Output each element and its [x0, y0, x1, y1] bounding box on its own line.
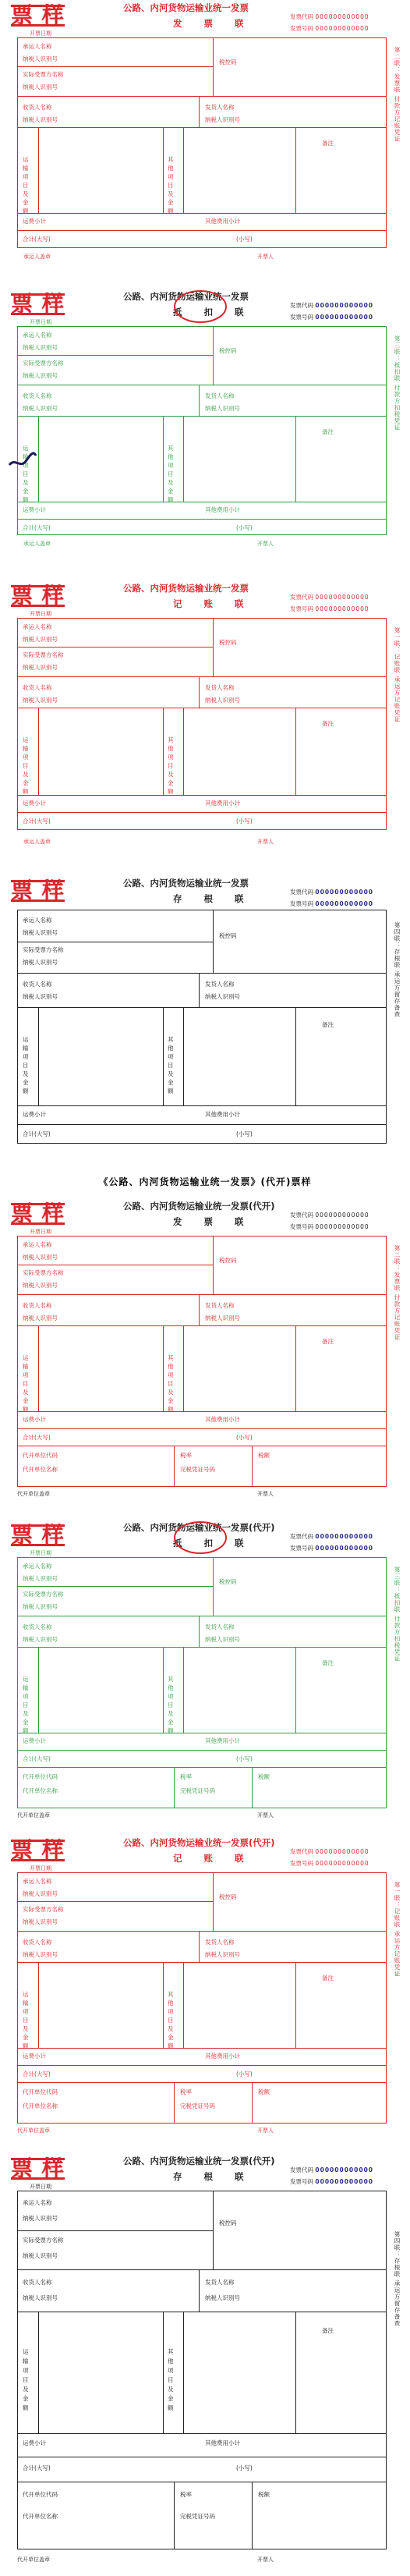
- total-small-label: (小写): [236, 1434, 253, 1441]
- receiver-id-label: 纳税人识别号: [23, 1951, 58, 1958]
- cargo-info-label: 运输项目及金额: [23, 1676, 29, 1734]
- agent-stamp-label: 代开单位盖章: [17, 2556, 50, 2563]
- invoice-table: [17, 1872, 387, 2124]
- tax-rate-label: 税率: [180, 2491, 192, 2498]
- freight-total-label: 运费小计: [23, 1737, 46, 1744]
- total-big-label: 合计(大写): [23, 1130, 51, 1137]
- remarks-label: 备注: [322, 1975, 334, 1982]
- freight-total-label: 运费小计: [23, 218, 46, 225]
- issuer-label: 开票人: [257, 839, 274, 845]
- other-items-label: 其他项目及金额: [168, 736, 174, 795]
- tax-control-label: 税控码: [219, 59, 237, 66]
- invoice-table: [17, 910, 387, 1144]
- invoice-codes: 发票代码 000000000000 发票号码 000000000000: [290, 889, 374, 907]
- total-big-label: 合计(大写): [23, 524, 51, 531]
- receiver-name-label: 收货人名称: [23, 1623, 52, 1630]
- remarks-label: 备注: [322, 1021, 334, 1028]
- carrier-name-label: 承运人名称: [23, 1563, 52, 1570]
- total-big-label: 合计(大写): [23, 236, 51, 243]
- remarks-label: 备注: [322, 428, 334, 435]
- payer-name-label: 实际受票方名称: [23, 946, 64, 953]
- copy-side-label: 第四联：存根联 承运方留存备查: [394, 922, 401, 1018]
- copy-subtitle: 发 票 联: [173, 18, 253, 29]
- complete-tax-label: 完税凭证号码: [180, 1466, 215, 1473]
- daikai-sample-3: [0, 1835, 410, 2142]
- cargo-info-label: 运输项目及金额: [23, 1036, 29, 1095]
- copy-side-label: 第一联：记账联 承运方记账凭证: [394, 627, 401, 723]
- tax-control-label: 税控码: [219, 1257, 237, 1264]
- cargo-info-label: 运输项目及金额: [23, 445, 29, 503]
- payer-name-label: 实际受票方名称: [23, 71, 64, 78]
- daikai-sample-2: [0, 1520, 410, 1827]
- agent-name-label: 代开单位名称: [23, 1466, 58, 1473]
- sender-id-label: 纳税人识别号: [205, 697, 240, 704]
- invoice-table: [17, 37, 387, 248]
- total-small-label: (小写): [236, 524, 253, 531]
- issue-date-label: 开票日期: [30, 1229, 51, 1235]
- invoice-codes: 发票代码 000000000000 发票号码 000000000000: [290, 594, 369, 612]
- receiver-name-label: 收货人名称: [23, 981, 52, 988]
- carrier-name-label: 承运人名称: [23, 332, 52, 339]
- agent-stamp-label: 代开单位盖章: [17, 1812, 50, 1818]
- agent-office-label: 代开单位代码: [23, 2491, 58, 2498]
- carrier-id-label: 纳税人识别号: [23, 344, 58, 351]
- tax-amount-label: 税额: [258, 2088, 270, 2095]
- sample-stamp: 票 样: [11, 1201, 65, 1226]
- sample-stamp: 票 样: [11, 583, 65, 609]
- copy-subtitle: 发 票 联: [173, 1216, 253, 1227]
- other-items-label: 其他项目及金额: [168, 1676, 174, 1734]
- invoice-codes: 发票代码 000000000000 发票号码 000000000000: [290, 1848, 369, 1867]
- carrier-stamp-label: 承运人盖章: [23, 839, 51, 845]
- tax-control-label: 税控码: [219, 1893, 237, 1900]
- invoice-title: 公路、内河货物运输业统一发票: [123, 2, 249, 13]
- tax-control-label: 税控码: [219, 347, 237, 354]
- freight-total-label: 运费小计: [23, 1416, 46, 1423]
- invoice-table: [17, 618, 387, 830]
- issue-date-label: 开票日期: [30, 611, 51, 617]
- remarks-label: 备注: [322, 1338, 334, 1345]
- cargo-info-label: 运输项目及金额: [23, 1354, 29, 1413]
- freight-total-label: 运费小计: [23, 2439, 46, 2446]
- sample-stamp: 票 样: [11, 2, 65, 28]
- agent-stamp-label: 代开单位盖章: [17, 2127, 50, 2134]
- invoice-table: [17, 1236, 387, 1487]
- sender-name-label: 发货人名称: [205, 1302, 235, 1309]
- invoice-codes: 发票代码 000000000000 发票号码 000000000000: [290, 1533, 374, 1552]
- issuer-label: 开票人: [257, 2556, 274, 2563]
- invoice-title: 公路、内河货物运输业统一发票: [123, 291, 249, 302]
- issue-date-label: 开票日期: [30, 1865, 51, 1872]
- carrier-id-label: 纳税人识别号: [23, 1575, 58, 1582]
- remarks-label: 备注: [322, 140, 334, 147]
- other-total-label: 其他费用小计: [205, 1416, 240, 1423]
- total-big-label: 合计(大写): [23, 2070, 51, 2077]
- issuer-label: 开票人: [257, 1812, 274, 1818]
- issue-date-label: 开票日期: [30, 319, 51, 325]
- issue-date-label: 开票日期: [30, 1550, 51, 1556]
- copy-subtitle: 存 根 联: [173, 893, 253, 904]
- daikai-sample-1: [0, 1198, 410, 1506]
- remarks-label: 备注: [322, 2327, 334, 2334]
- other-items-label: 其他项目及金额: [168, 1036, 174, 1095]
- payer-id-label: 纳税人识别号: [23, 1603, 58, 1610]
- receiver-name-label: 收货人名称: [23, 1302, 52, 1309]
- invoice-sample-4: [0, 875, 410, 1164]
- payer-name-label: 实际受票方名称: [23, 360, 64, 367]
- sender-id-label: 纳税人识别号: [205, 116, 240, 123]
- tax-control-label: 税控码: [219, 932, 237, 939]
- payer-name-label: 实际受票方名称: [23, 1269, 64, 1276]
- copy-subtitle: 抵 扣 联: [173, 307, 253, 318]
- receiver-name-label: 收货人名称: [23, 2279, 52, 2286]
- carrier-name-label: 承运人名称: [23, 2199, 52, 2206]
- other-total-label: 其他费用小计: [205, 1111, 240, 1118]
- agent-office-label: 代开单位代码: [23, 2088, 58, 2095]
- payer-name-label: 实际受票方名称: [23, 1591, 64, 1598]
- total-big-label: 合计(大写): [23, 2464, 51, 2471]
- receiver-id-label: 纳税人识别号: [23, 697, 58, 704]
- invoice-title: 公路、内河货物运输业统一发票(代开): [123, 1837, 275, 1848]
- invoice-codes: 发票代码 000000000000 发票号码 000000000000: [290, 13, 369, 32]
- receiver-id-label: 纳税人识别号: [23, 1636, 58, 1643]
- payer-name-label: 实际受票方名称: [23, 651, 64, 658]
- total-big-label: 合计(大写): [23, 1755, 51, 1762]
- sender-id-label: 纳税人识别号: [205, 993, 240, 1000]
- sample-stamp: 票 样: [11, 1837, 65, 1863]
- freight-total-label: 运费小计: [23, 506, 46, 513]
- other-total-label: 其他费用小计: [205, 506, 240, 513]
- carrier-id-label: 纳税人识别号: [23, 929, 58, 936]
- issuer-label: 开票人: [257, 2127, 274, 2134]
- tax-rate-label: 税率: [180, 2088, 192, 2095]
- total-small-label: (小写): [236, 236, 253, 243]
- carrier-stamp-label: 承运人盖章: [23, 541, 51, 547]
- receiver-name-label: 收货人名称: [23, 392, 52, 399]
- receiver-name-label: 收货人名称: [23, 684, 52, 691]
- remarks-label: 备注: [322, 720, 334, 727]
- other-total-label: 其他费用小计: [205, 2053, 240, 2060]
- payer-id-label: 纳税人识别号: [23, 1282, 58, 1289]
- sender-name-label: 发货人名称: [205, 392, 235, 399]
- daikai-section-heading: 《公路、内河货物运输业统一发票》(代开)票样: [98, 1176, 312, 1187]
- sample-stamp: 票 样: [11, 291, 65, 317]
- carrier-id-label: 纳税人识别号: [23, 2215, 58, 2222]
- receiver-name-label: 收货人名称: [23, 1939, 52, 1946]
- sample-stamp: 票 样: [11, 1522, 65, 1548]
- payer-name-label: 实际受票方名称: [23, 1906, 64, 1913]
- invoice-title: 公路、内河货物运输业统一发票(代开): [123, 1201, 275, 1212]
- copy-subtitle: 记 账 联: [173, 598, 253, 609]
- sender-name-label: 发货人名称: [205, 1939, 235, 1946]
- copy-subtitle: 记 账 联: [173, 1853, 253, 1864]
- invoice-sample-1: [0, 0, 410, 282]
- invoice-codes: 发票代码 000000000000 发票号码 000000000000: [290, 2166, 374, 2185]
- other-items-label: 其他项目及金额: [168, 1354, 174, 1413]
- tax-rate-label: 税率: [180, 1773, 192, 1780]
- payer-id-label: 纳税人识别号: [23, 959, 58, 966]
- total-small-label: (小写): [236, 2070, 253, 2077]
- agent-name-label: 代开单位名称: [23, 2102, 58, 2109]
- sample-stamp: 票 样: [11, 878, 65, 903]
- total-big-label: 合计(大写): [23, 1434, 51, 1441]
- sender-id-label: 纳税人识别号: [205, 2294, 240, 2301]
- issue-date-label: 开票日期: [30, 2184, 51, 2190]
- other-total-label: 其他费用小计: [205, 218, 240, 225]
- other-items-label: 其他项目及金额: [168, 156, 174, 215]
- payer-id-label: 纳税人识别号: [23, 664, 58, 671]
- carrier-name-label: 承运人名称: [23, 623, 52, 630]
- seal-mark: [173, 1520, 228, 1556]
- carrier-stamp-label: 承运人盖章: [23, 254, 51, 260]
- receiver-name-label: 收货人名称: [23, 104, 52, 111]
- invoice-title: 公路、内河货物运输业统一发票(代开): [123, 2156, 275, 2166]
- invoice-table: [17, 1557, 387, 1808]
- sender-name-label: 发货人名称: [205, 2279, 235, 2286]
- total-big-label: 合计(大写): [23, 818, 51, 825]
- sender-id-label: 纳税人识别号: [205, 1315, 240, 1322]
- issue-date-label: 开票日期: [30, 30, 51, 37]
- receiver-id-label: 纳税人识别号: [23, 993, 58, 1000]
- payer-id-label: 纳税人识别号: [23, 2252, 58, 2259]
- copy-subtitle: 存 根 联: [173, 2171, 253, 2182]
- receiver-id-label: 纳税人识别号: [23, 405, 58, 412]
- cargo-info-label: 运输项目及金额: [23, 736, 29, 795]
- invoice-sample-2: [0, 289, 410, 574]
- seal-mark: [173, 289, 228, 325]
- payer-id-label: 纳税人识别号: [23, 1918, 58, 1925]
- carrier-id-label: 纳税人识别号: [23, 636, 58, 643]
- copy-side-label: 第三联：抵扣联 付款方扣税凭证: [394, 1567, 401, 1662]
- invoice-codes: 发票代码 000000000000 发票号码 000000000000: [290, 302, 374, 321]
- issuer-label: 开票人: [257, 254, 274, 260]
- tax-amount-label: 税额: [258, 2491, 270, 2498]
- invoice-table: [17, 326, 387, 535]
- receiver-id-label: 纳税人识别号: [23, 2294, 58, 2301]
- sample-stamp: 票 样: [11, 2156, 65, 2181]
- copy-side-label: 第四联：存根联 承运方留存备查: [394, 2231, 401, 2327]
- tax-amount-label: 税额: [258, 1773, 270, 1780]
- copy-side-label: 第一联：记账联 承运方记账凭证: [394, 1882, 401, 1978]
- freight-total-label: 运费小计: [23, 2053, 46, 2060]
- invoice-title: 公路、内河货物运输业统一发票(代开): [123, 1522, 275, 1533]
- agent-stamp-label: 代开单位盖章: [17, 1491, 50, 1497]
- total-small-label: (小写): [236, 1755, 253, 1762]
- issuer-label: 开票人: [257, 541, 274, 547]
- cargo-info-label: 运输项目及金额: [23, 1991, 29, 2049]
- total-small-label: (小写): [236, 2464, 253, 2471]
- payer-id-label: 纳税人识别号: [23, 372, 58, 379]
- other-items-label: 其他项目及金额: [168, 2348, 174, 2411]
- sender-name-label: 发货人名称: [205, 1623, 235, 1630]
- carrier-id-label: 纳税人识别号: [23, 55, 58, 62]
- other-items-label: 其他项目及金额: [168, 445, 174, 503]
- total-small-label: (小写): [236, 1130, 253, 1137]
- carrier-name-label: 承运人名称: [23, 1878, 52, 1885]
- invoice-table: [17, 2191, 387, 2549]
- other-items-label: 其他项目及金额: [168, 1991, 174, 2049]
- other-total-label: 其他费用小计: [205, 1737, 240, 1744]
- complete-tax-label: 完税凭证号码: [180, 2102, 215, 2109]
- tax-amount-label: 税额: [258, 1452, 270, 1459]
- freight-total-label: 运费小计: [23, 800, 46, 807]
- agent-office-label: 代开单位代码: [23, 1452, 58, 1459]
- sender-name-label: 发货人名称: [205, 684, 235, 691]
- issuer-label: 开票人: [257, 1491, 274, 1497]
- cargo-info-label: 运输项目及金额: [23, 156, 29, 215]
- freight-total-label: 运费小计: [23, 1111, 46, 1118]
- sender-id-label: 纳税人识别号: [205, 405, 240, 412]
- copy-subtitle: 抵 扣 联: [173, 1538, 253, 1549]
- invoice-sample-3: [0, 580, 410, 869]
- payer-id-label: 纳税人识别号: [23, 83, 58, 90]
- payer-name-label: 实际受票方名称: [23, 2237, 64, 2244]
- tax-rate-label: 税率: [180, 1452, 192, 1459]
- agent-office-label: 代开单位代码: [23, 1773, 58, 1780]
- carrier-name-label: 承运人名称: [23, 1241, 52, 1248]
- other-total-label: 其他费用小计: [205, 800, 240, 807]
- copy-side-label: 第二联：发票联 付款方记账凭证: [394, 47, 401, 143]
- invoice-title: 公路、内河货物运输业统一发票: [123, 878, 249, 889]
- total-small-label: (小写): [236, 818, 253, 825]
- agent-name-label: 代开单位名称: [23, 2513, 58, 2520]
- cargo-info-label: 运输项目及金额: [23, 2348, 29, 2411]
- carrier-id-label: 纳税人识别号: [23, 1890, 58, 1897]
- sender-name-label: 发货人名称: [205, 104, 235, 111]
- carrier-name-label: 承运人名称: [23, 43, 52, 50]
- invoice-codes: 发票代码 000000000000 发票号码 000000000000: [290, 1212, 369, 1230]
- sender-id-label: 纳税人识别号: [205, 1951, 240, 1958]
- tax-control-label: 税控码: [219, 2219, 237, 2227]
- other-total-label: 其他费用小计: [205, 2439, 240, 2446]
- daikai-sample-4: [0, 2153, 410, 2574]
- invoice-title: 公路、内河货物运输业统一发票: [123, 583, 249, 594]
- receiver-id-label: 纳税人识别号: [23, 116, 58, 123]
- receiver-id-label: 纳税人识别号: [23, 1315, 58, 1322]
- ink-scribble: [6, 442, 37, 473]
- copy-side-label: 第二联：发票联 付款方记账凭证: [394, 1245, 401, 1341]
- complete-tax-label: 完税凭证号码: [180, 1787, 215, 1794]
- agent-name-label: 代开单位名称: [23, 1787, 58, 1794]
- sender-id-label: 纳税人识别号: [205, 1636, 240, 1643]
- sender-name-label: 发货人名称: [205, 981, 235, 988]
- tax-control-label: 税控码: [219, 1578, 237, 1585]
- remarks-label: 备注: [322, 1659, 334, 1666]
- carrier-id-label: 纳税人识别号: [23, 1254, 58, 1261]
- tax-control-label: 税控码: [219, 639, 237, 646]
- carrier-name-label: 承运人名称: [23, 917, 52, 924]
- copy-side-label: 第三联：抵扣联 付款方扣税凭证: [394, 335, 401, 431]
- complete-tax-label: 完税凭证号码: [180, 2513, 215, 2520]
